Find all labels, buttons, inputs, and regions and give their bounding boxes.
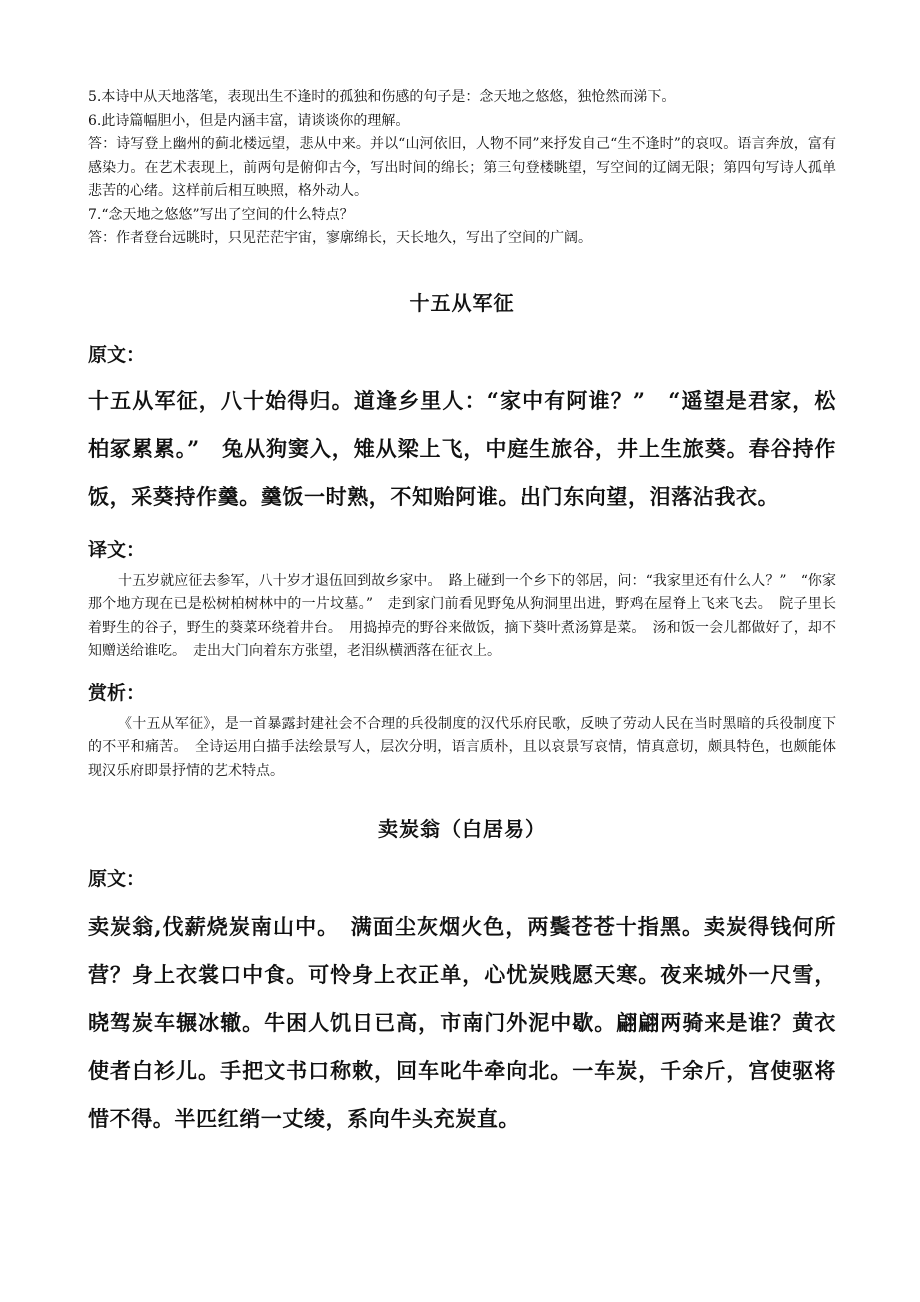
poem1-translation-label: 译文：	[88, 538, 146, 561]
poem2-original-text: 卖炭翁,伐薪烧炭南山中。 满面尘灰烟火色，两鬓苍苍十指黑。卖炭得钱何所营？身上衣裳口中食。可怜身上衣正单，心忧炭贱愿天寒。夜来城外一尺雪，晓驾炭车辗冰辙。牛困人饥日已高，市南门外泥中歇。翩翩两骑来是谁？黄衣使者白衫儿。手把文书口称敕，回车叱牛牵向北。一车炭，千余斤，宫使驱将惜不得。半匹红绡一丈绫，系向牛头充炭直。	[88, 914, 836, 1131]
document-page	[88, 86, 836, 1143]
question-5: 5.本诗中从天地落笔，表现出生不逢时的孤独和伤感的句子是：念天地之悠悠，独怆然而涕下。	[88, 89, 676, 105]
poem1-original-label: 原文：	[88, 343, 146, 366]
poem1-appreciation-text: 《十五从军征》，是一首暴露封建社会不合理的兵役制度的汉代乐府民歌，反映了劳动人民在当时黑暗的兵役制度下的不平和痛苦。 全诗运用白描手法绘景写人，层次分明，语言质朴，且以哀景写哀情，情真意切，颇具特色，也颇能体现汉乐府即景抒情的艺术特点。	[88, 715, 836, 779]
poem1-translation-text: 十五岁就应征去参军，八十岁才退伍回到故乡家中。 路上碰到一个乡下的邻居，问：“我家里还有什么人？” “你家那个地方现在已是松树柏树林中的一片坟墓。” 走到家门前看见野兔从狗洞里出进，野鸡在屋脊上飞来飞去。 院子里长着野生的谷子，野生的葵菜环绕着井台。 用捣掉壳的野谷来做饭，摘下葵叶煮汤算是菜。 汤和饭一会儿都做好了，却不知赠送给谁吃。 走出大门向着东方张望，老泪纵横洒落在征衣上。	[88, 572, 836, 659]
poem1-original-text: 十五从军征，八十始得归。道逢乡里人：“家中有阿谁？” “遥望是君家，松柏冢累累。” 兔从狗窦入，雉从梁上飞，中庭生旅谷，井上生旅葵。春谷持作饭，采葵持作羹。羹饭一时熟，不知贻阿谁。出门东向望，泪落沾我衣。	[88, 387, 836, 509]
poem1-appreciation-label: 赏析：	[88, 681, 146, 704]
poem2-original-label: 原文：	[88, 868, 146, 890]
poem1-title: 十五从军征	[409, 290, 515, 315]
answer-7: 答：作者登台远眺时，只见茫茫宇宙，寥廓绵长，天长地久，写出了空间的广阔。	[88, 230, 592, 246]
question-6: 6.此诗篇幅胆小，但是内涵丰富，请谈谈你的理解。	[88, 112, 410, 129]
answer-6: 答：诗写登上幽州的蓟北楼远望，悲从中来。并以“山河依旧，人物不同”来抒发自己“生不逢时”的哀叹。语言奔放，富有感染力。在艺术表现上，前两句是俯仰古今，写出时间的绵长；第三句登楼眺望，写空间的辽阔无限；第四句写诗人孤单悲苦的心绪。这样前后相互映照，格外动人。	[88, 136, 836, 199]
poem2-title: 卖炭翁（白居易）	[378, 817, 546, 841]
question-7: 7.“念天地之悠悠”写出了空间的什么特点？	[88, 206, 354, 223]
